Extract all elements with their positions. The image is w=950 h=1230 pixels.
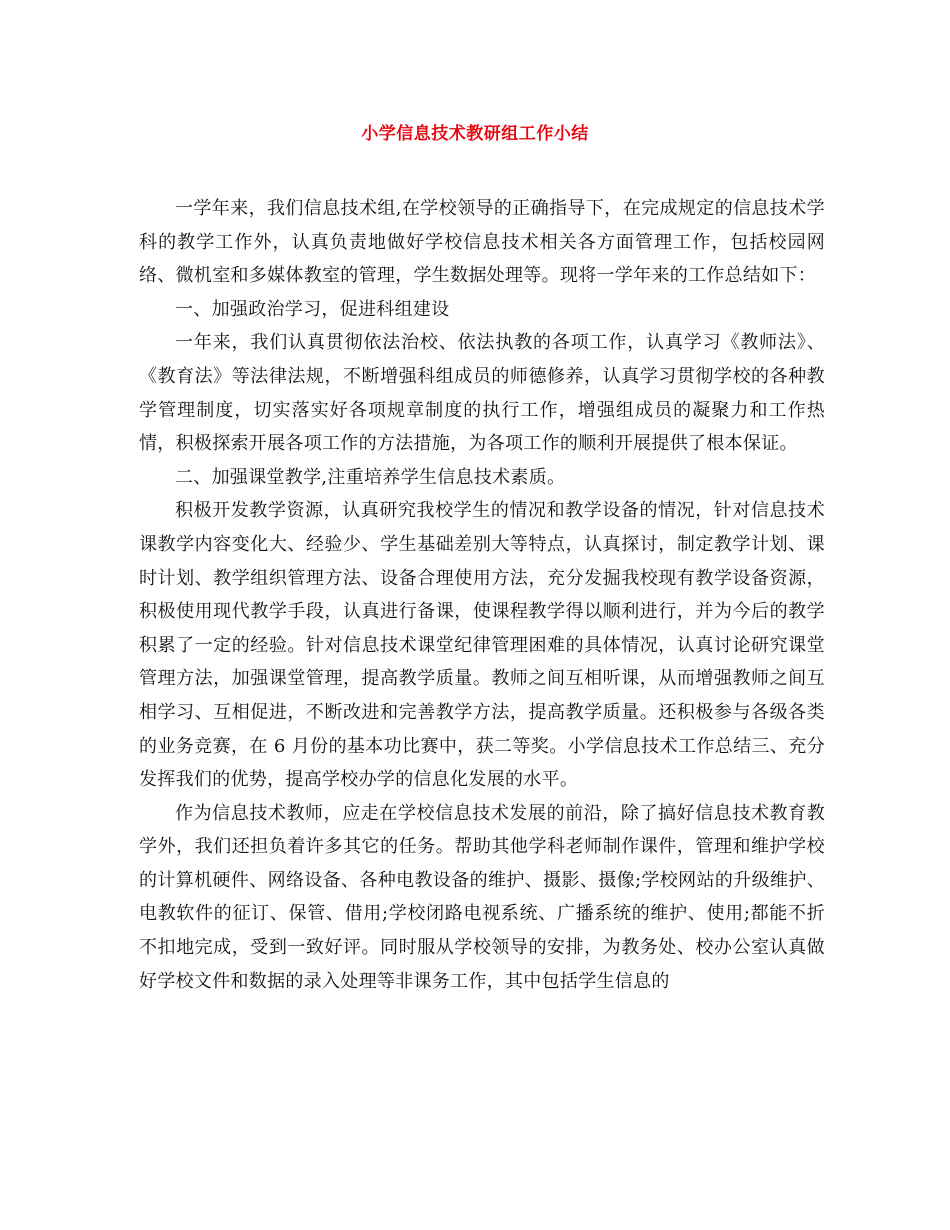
- paragraph-section-1: 一年来，我们认真贯彻依法治校、依法执教的各项工作，认真学习《教师法》、《教育法》等法律法规，不断增强科组成员的师德修养，认真学习贯彻学校的各种教学管理制度，切实落实好各项规章制度的执行工作，增强组成员的凝聚力和工作热情，积极探索开展各项工作的方法措施，为各项工作的顺利开展提供了根本保证。: [139, 332, 825, 455]
- document-body: [139, 192, 825, 998]
- section-heading-1: 一、加强政治学习，促进科组建设: [175, 298, 450, 320]
- paragraph-intro: 一学年来，我们信息技术组,在学校领导的正确指导下，在完成规定的信息技术学科的教学工作外，认真负责地做好学校信息技术相关各方面管理工作，包括校园网络、微机室和多媒体教室的管理，学生数据处理等。现将一学年来的工作总结如下：: [139, 198, 825, 287]
- document-title: 小学信息技术教研组工作小结: [361, 124, 589, 144]
- paragraph-section-3: 作为信息技术教师，应走在学校信息技术发展的前沿，除了搞好信息技术教育教学外，我们还担负着许多其它的任务。帮助其他学科老师制作课件，管理和维护学校的计算机硬件、网络设备、各种电教设备的维护、摄影、摄像;学校网站的升级维护、电教软件的征订、保管、借用;学校闭路电视系统、广播系统的维护、使用;都能不折不扣地完成，受到一致好评。同时服从学校领导的安排，为教务处、校办公室认真做好学校文件和数据的录入处理等非课务工作，其中包括学生信息的: [139, 802, 825, 992]
- section-heading-2: 二、加强课堂教学,注重培养学生信息技术素质。: [175, 466, 566, 488]
- paragraph-section-2: 积极开发教学资源，认真研究我校学生的情况和教学设备的情况，针对信息技术课教学内容变化大、经验少、学生基础差别大等特点，认真探讨，制定教学计划、课时计划、教学组织管理方法、设备合理使用方法，充分发掘我校现有教学设备资源，积极使用现代教学手段，认真进行备课，使课程教学得以顺利进行，并为今后的教学积累了一定的经验。针对信息技术课堂纪律管理困难的具体情况，认真讨论研究课堂管理方法，加强课堂管理，提高教学质量。教师之间互相听课，从而增强教师之间互相学习、互相促进，不断改进和完善教学方法，提高教学质量。还积极参与各级各类的业务竞赛，在 6 月份的基本功比赛中，获二等奖。小学信息技术工作总结三、充分发挥我们的优势，提高学校办学的信息化发展的水平。: [139, 500, 825, 791]
